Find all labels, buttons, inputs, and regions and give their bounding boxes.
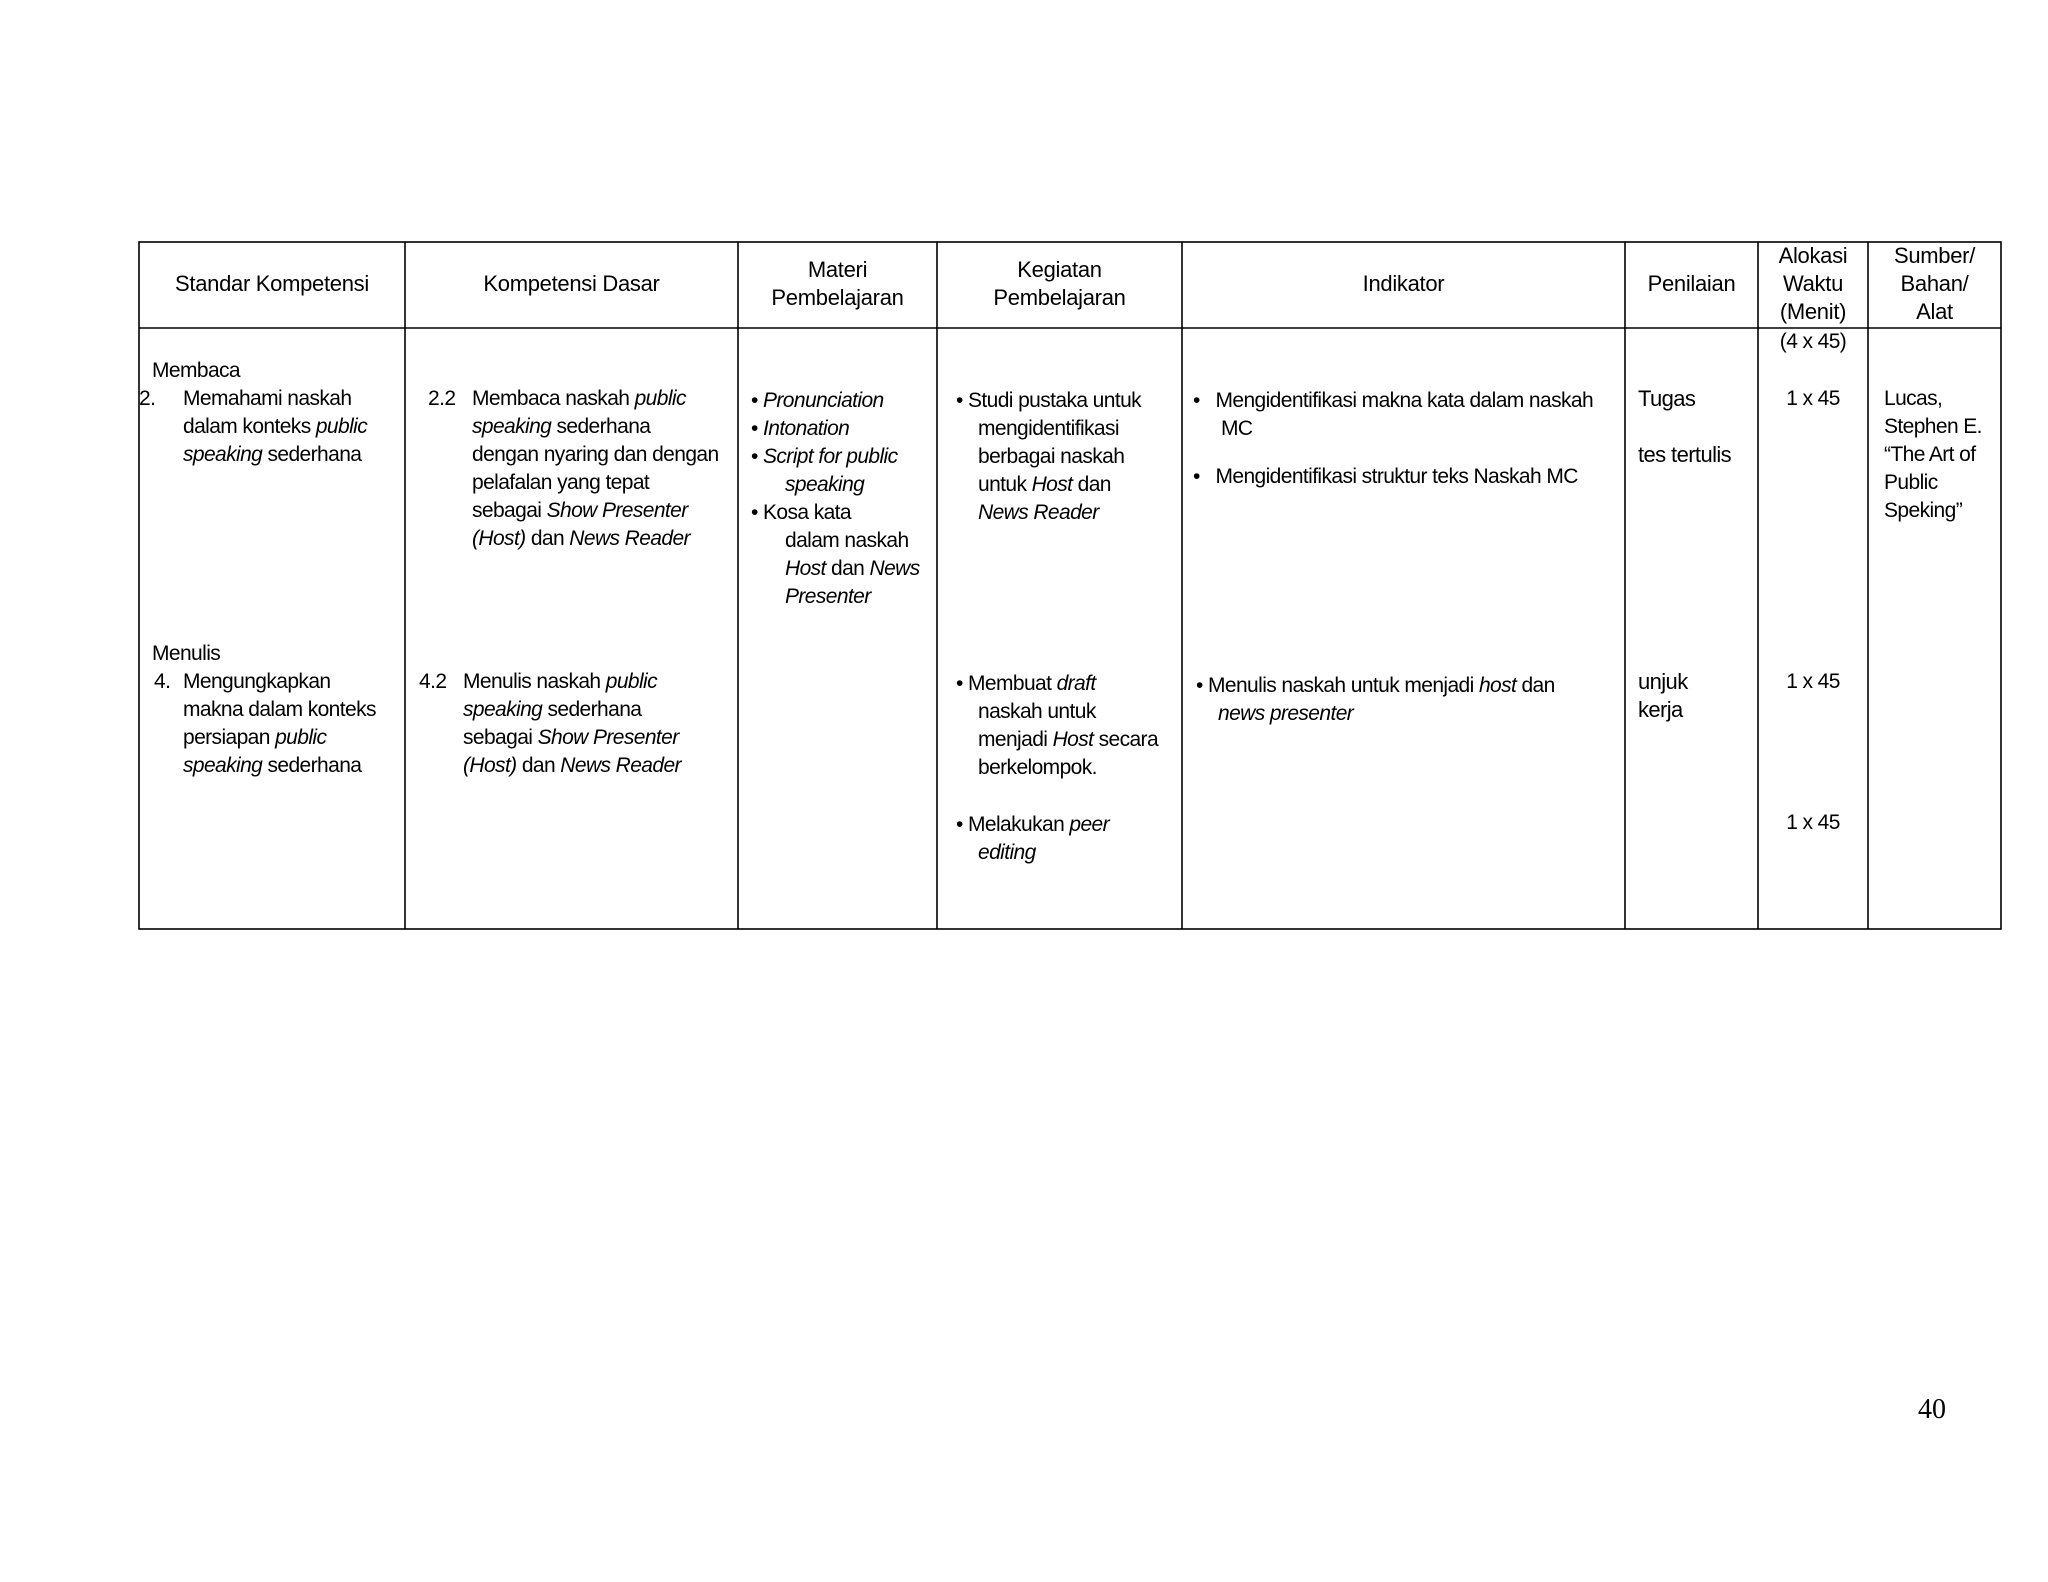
materi-list: • Pronunciation • Intonation • Script for public speaking • Kosa kata dalam naskah Host dan News Presenter (751, 389, 920, 608)
page-number: 40 (1918, 1394, 1946, 1425)
header-standar-kompetensi: Standar Kompetensi (175, 271, 369, 296)
sumber-text: Lucas, Stephen E. “The Art of Public Speking” (1884, 387, 1982, 522)
sk-number-2: 2. (139, 387, 156, 410)
list-item: • Pronunciation (751, 389, 884, 412)
kegiatan-membaca: • Studi pustaka untuk mengidentifikasi berbagai naskah untuk Host dan News Reader (956, 389, 1142, 524)
header-indikator: Indikator (1362, 271, 1445, 296)
list-item: • Menulis naskah untuk menjadi host dan (1196, 674, 1555, 697)
list-item: • Kosa kata (751, 501, 851, 524)
indikator-menulis: • Menulis naskah untuk menjadi host dan news presenter (1196, 674, 1555, 725)
header-kegiatan: Kegiatan Pembelajaran (993, 257, 1126, 310)
penilaian-unjuk-kerja: unjuk kerja (1638, 669, 1688, 722)
total-alokasi: (4 x 45) (1779, 330, 1847, 353)
list-item: • Mengidentifikasi struktur teks Naskah MC (1193, 465, 1578, 488)
alokasi-membaca: 1 x 45 (1786, 387, 1840, 410)
kegiatan-menulis-1: • Membuat draft naskah untuk menjadi Host secara berkelompok. (956, 672, 1159, 779)
header-penilaian: Penilaian (1647, 271, 1736, 296)
kd-membaca-text: Membaca naskah public speaking sederhana dengan nyaring dan dengan pelafalan yang tepat sebagai Show Presenter (Host) dan News Reader (472, 387, 719, 550)
penilaian-tes: tes tertulis (1638, 442, 1732, 467)
header-alokasi-waktu: Alokasi Waktu (Menit) (1778, 243, 1848, 324)
indikator-membaca: • Mengidentifikasi makna kata dalam naskah MC • Mengidentifikasi struktur teks Naskah MC (1193, 387, 1593, 491)
kd-number-4-2: 4.2 (419, 670, 447, 693)
list-item: • Studi pustaka untuk (956, 389, 1142, 412)
header-kompetensi-dasar: Kompetensi Dasar (483, 271, 660, 296)
alokasi-menulis-1: 1 x 45 (1786, 670, 1840, 693)
alokasi-menulis-2: 1 x 45 (1786, 811, 1840, 834)
category-membaca: Membaca (152, 359, 241, 382)
header-materi: Materi Pembelajaran (771, 257, 904, 310)
list-item: • Melakukan peer (956, 813, 1110, 836)
list-item: • Script for public (751, 445, 898, 468)
sk-membaca-text: Memahami naskah dalam konteks public speaking sederhana (183, 387, 368, 466)
list-item: • Mengidentifikasi makna kata dalam naskah (1193, 389, 1594, 412)
kd-menulis-text: Menulis naskah public speaking sederhana sebagai Show Presenter (Host) dan News Reader (463, 670, 681, 777)
penilaian-tugas: Tugas (1638, 386, 1696, 411)
header-sumber: Sumber/ Bahan/ Alat (1893, 243, 1976, 324)
kegiatan-menulis-2: • Melakukan peer editing (956, 813, 1110, 864)
list-item: • Intonation (751, 417, 850, 440)
kd-number-2-2: 2.2 (428, 387, 456, 410)
list-item: • Membuat draft (956, 672, 1096, 695)
category-menulis: Menulis (152, 642, 221, 665)
sk-number-4: 4. (154, 670, 171, 693)
sk-menulis-text: Mengungkapkan makna dalam konteks persiapan public speaking sederhana (183, 670, 376, 777)
